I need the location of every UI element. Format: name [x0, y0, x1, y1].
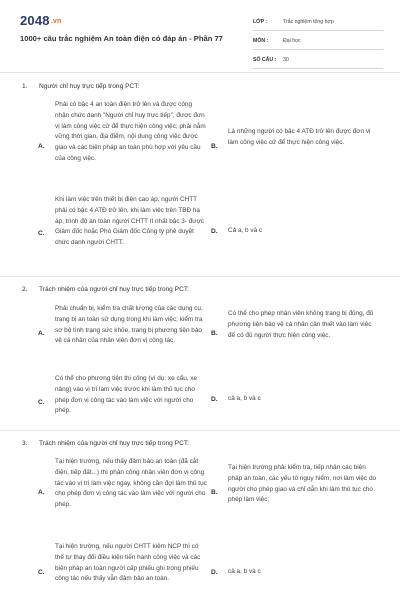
- question-stem: Trách nhiệm của người chỉ huy trực tiếp trong PCT:: [39, 286, 189, 293]
- option-letter: D.: [211, 396, 218, 403]
- option-letter: B.: [211, 143, 218, 150]
- question-number: 3.: [22, 440, 28, 447]
- meta-label: MÔN :: [253, 38, 269, 44]
- meta-value: Trắc nghiệm tổng hợp: [283, 19, 334, 25]
- question-1: [0, 82, 400, 282]
- option-text: Có thể cho phép nhân viên không trang bị đủng, đủ phương tiện bảo vệ cá nhân cần thiết vào làm việc để có đủ người thực hiện công việc.: [228, 310, 374, 339]
- question-text: [22, 439, 382, 448]
- question-divider: [0, 276, 400, 277]
- option-letter: A.: [38, 143, 45, 150]
- document-title: 1000+ câu trắc nghiệm An toàn điện có đáp án - Phần 77: [20, 34, 223, 43]
- logo-suffix: .vn: [50, 18, 62, 25]
- option-text: Cả a, b và c: [228, 227, 263, 234]
- option-letter: A.: [38, 489, 45, 496]
- option-text: Tại hiện trường phải kiểm tra, tiếp nhận các biện pháp an toàn, các yếu tố nguy hiểm, nơi làm việc do người cho phép giao và chỉ dẫn khi làm thủ tục cho phép làm việc;: [228, 464, 377, 504]
- meta-value: Đại học: [283, 38, 301, 44]
- option-text: Tại hiện trường, nếu người CHTT kiêm NCP thì có thể tự thay đổi điều kiện tiến hành công việc và các biện pháp an toàn người cấp phiếu ghi trong phiếu công tác nếu thấy vẫn đảm bảo an toàn.: [55, 543, 201, 583]
- option-letter: B.: [211, 330, 218, 337]
- option-text: Có thể cho phương tiện thi công (ví dụ: xe cẩu, xe nâng) vào vị trí làm việc trước khi làm thủ tục cho phép đơn vị công tác vào làm việc với người cho phép.: [55, 375, 198, 415]
- question-text: [22, 82, 382, 91]
- option-text: cả a, b và c: [228, 568, 261, 575]
- question-stem: Người chỉ huy trực tiếp trong PCT:: [39, 83, 140, 90]
- option-letter: D.: [211, 228, 218, 235]
- option-text: Khi làm việc trên thiết bị điện cao áp, người CHTT phải có bậc 4 ATĐ trở lên, khi làm việc trên TBĐ hạ áp, trình độ an toàn người CHTT ít nhất bậc 3- được Giám đốc hoặc Phó Giám đốc Công ty phê duyệt chức danh người CHTT.: [55, 196, 204, 247]
- option-letter: B.: [211, 489, 218, 496]
- question-3: [0, 439, 400, 600]
- document-meta: [253, 14, 383, 71]
- option-text: Phải có bậc 4 an toàn điện trở lên và được công nhận chức danh "Người chỉ huy trực tiếp", được đơn vị làm công việc cử để thực hiện công việc; phải nắm vững thời gian, địa điểm, nội dung công việc được giao và các biện pháp an toàn phù hợp với yêu cầu của công việc.: [55, 101, 206, 162]
- option-text: cả a, b và c: [228, 395, 261, 402]
- option-letter: C.: [38, 230, 45, 237]
- site-logo[interactable]: [20, 13, 61, 28]
- option-text: Tại hiện trường, nếu thấy đảm bảo an toàn (đã cắt điện, tiếp đất...) thì phân công nhân viên đơn vị công tác vào vị trí làm việc ngay, không cần đợi làm thủ tục cho phép đơn vị công tác vào làm việc với người cho phép.: [55, 458, 207, 509]
- option-letter: C.: [38, 569, 45, 576]
- question-number: 1.: [22, 83, 28, 90]
- meta-row-count: [253, 52, 383, 69]
- option-letter: C.: [38, 399, 45, 406]
- question-stem: Trách nhiệm của người chỉ huy trực tiếp trong PCT:: [39, 440, 189, 447]
- option-text: Phải chuẩn bị, kiểm tra chất lượng của các dụng cụ, trang bị an toàn sử dụng trong khi làm việc; kiểm tra sơ bộ tình trạng sức khỏe, trang bị phương tiện bảo vệ cá nhân của nhân viên đơn vị công tác.: [55, 305, 203, 345]
- question-divider: [0, 430, 400, 431]
- meta-value: 30: [283, 57, 289, 63]
- option-letter: A.: [38, 330, 45, 337]
- document-header: [0, 0, 400, 73]
- meta-row-class: [253, 14, 383, 31]
- meta-label: LỚP :: [253, 19, 268, 25]
- option-letter: D.: [211, 569, 218, 576]
- meta-row-subject: [253, 33, 383, 50]
- question-text: [22, 285, 382, 294]
- logo-text: 2048: [20, 13, 50, 28]
- meta-label: SỐ CÂU :: [253, 57, 277, 63]
- question-2: [0, 285, 400, 435]
- option-text: Là những người có bậc 4 ATĐ trở lên được đơn vị làm công việc cử để thực hiện công việc.: [228, 128, 371, 146]
- question-number: 2.: [22, 286, 28, 293]
